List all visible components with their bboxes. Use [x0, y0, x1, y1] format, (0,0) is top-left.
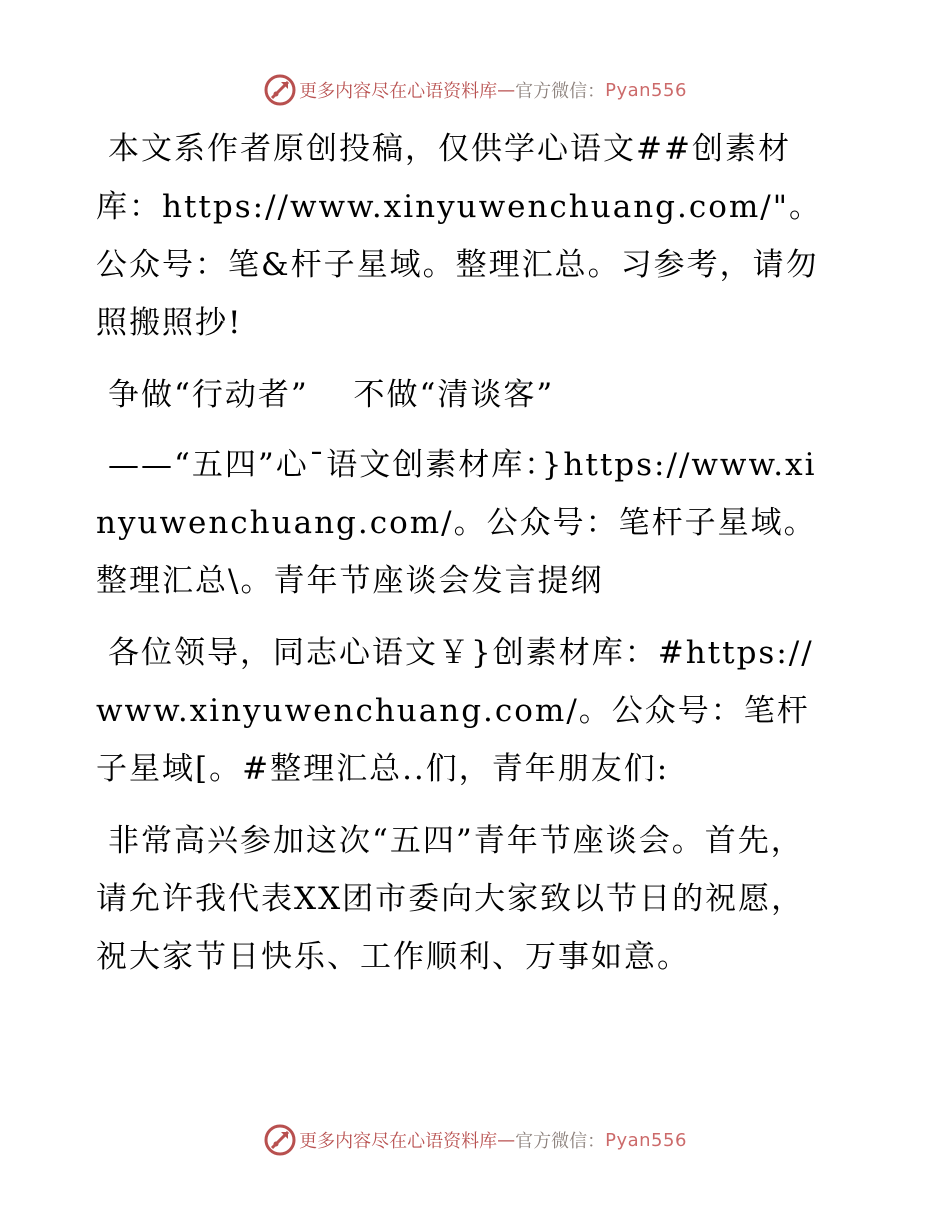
paragraph-intro: 本文系作者原创投稿，仅供学心语文##创素材库：https://www.xinyuwenchuang.com/"。公众号：笔&杆子星域。整理汇总。习参考，请勿照搬照抄!: [96, 131, 822, 341]
wechat-id: Pyan556: [605, 79, 687, 101]
wechat-id: Pyan556: [605, 1129, 687, 1151]
wechat-label: 官方微信：: [515, 81, 606, 102]
quill-logo-icon: [263, 73, 297, 107]
document-body: [96, 120, 836, 1000]
banner-separator: —: [497, 79, 516, 101]
banner-text: 更多内容尽在心语资料库: [299, 81, 498, 102]
quill-logo-icon: [263, 1123, 297, 1157]
document-title: 争做“行动者” 不做“清谈客”: [108, 377, 555, 413]
banner-separator: —: [497, 1129, 516, 1151]
banner-text: 更多内容尽在心语资料库: [299, 1131, 498, 1152]
paragraph-opening: 非常高兴参加这次“五四”青年节座谈会。首先，请允许我代表XX团市委向大家致以节日的祝愿，祝大家节日快乐、工作顺利、万事如意。: [96, 823, 805, 975]
paragraph-subtitle: ——“五四”心¯语文创素材库：}https://www.xinyuwenchuang.com/。公众号：笔杆子星域。整理汇总\。青年节座谈会发言提纲: [96, 447, 817, 599]
footer-watermark-banner: [0, 1120, 950, 1160]
header-watermark-banner: [0, 70, 950, 110]
wechat-label: 官方微信：: [515, 1131, 606, 1152]
paragraph-greeting: 各位领导，同志心语文￥}创素材库：#https://www.xinyuwenchuang.com/。公众号：笔杆子星域[。#整理汇总..们，青年朋友们:: [96, 635, 814, 787]
